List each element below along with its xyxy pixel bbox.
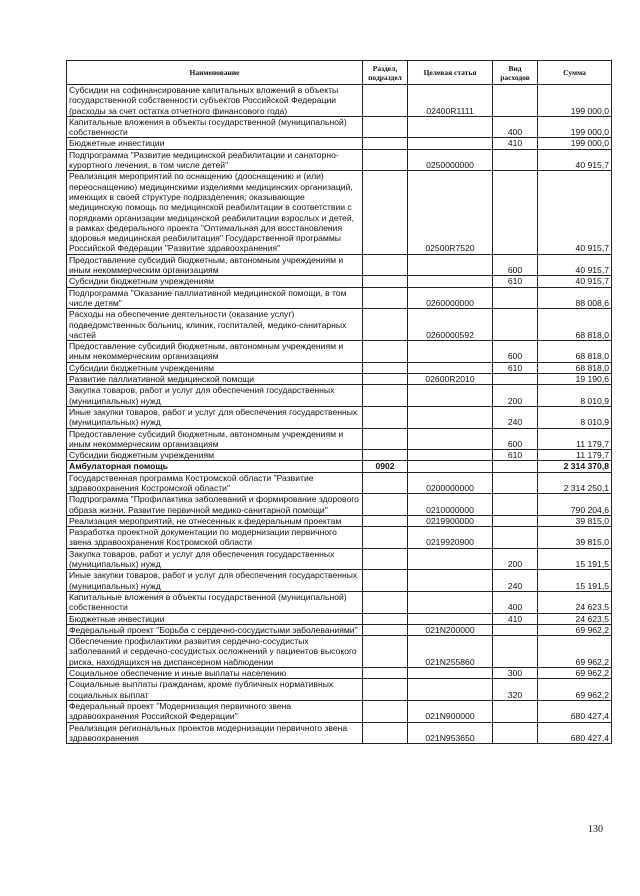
table-body <box>67 85 612 744</box>
table-row <box>67 450 612 461</box>
table-cell-name: Социальные выплаты гражданам, кроме публичных нормативных социальных выплат <box>67 679 363 701</box>
table-cell-target: 021N255860 <box>408 636 493 668</box>
table-cell-section <box>363 116 408 138</box>
table-cell-target: 021N200000 <box>408 624 493 635</box>
table-cell-sum: 11 179,7 <box>538 450 612 461</box>
table-cell-section <box>363 149 408 171</box>
table-cell-expense: 400 <box>493 591 538 613</box>
table-row <box>67 341 612 363</box>
table-cell-sum: 68 818,0 <box>538 309 612 341</box>
page-number: 130 <box>588 824 603 835</box>
table-row <box>67 374 612 385</box>
table-cell-section <box>363 450 408 461</box>
table-cell-expense <box>493 515 538 526</box>
table-cell-section <box>363 287 408 309</box>
table-cell-sum: 40 915,7 <box>538 149 612 171</box>
table-cell-expense: 610 <box>493 276 538 287</box>
table-cell-section <box>363 494 408 516</box>
table-row <box>67 406 612 428</box>
table-cell-name: Иные закупки товаров, работ и услуг для обеспечения государственных (муниципальных) нужд <box>67 570 363 592</box>
table-cell-section <box>363 700 408 722</box>
table-cell-expense: 600 <box>493 341 538 363</box>
table-cell-name: Предоставление субсидий бюджетным, автономным учреждениям и иным некоммерческим организациям <box>67 341 363 363</box>
table-cell-name: Капитальные вложения в объекты государственной (муниципальной) собственности <box>67 116 363 138</box>
table-cell-sum: 40 915,7 <box>538 171 612 254</box>
table-cell-section <box>363 341 408 363</box>
table-cell-sum: 199 000,0 <box>538 116 612 138</box>
table-cell-sum: 24 623,5 <box>538 613 612 624</box>
table-cell-target <box>408 385 493 407</box>
table-cell-expense <box>493 309 538 341</box>
table-cell-section <box>363 374 408 385</box>
table-row <box>67 591 612 613</box>
table-cell-section <box>363 636 408 668</box>
table-cell-section <box>363 613 408 624</box>
table-row <box>67 722 612 744</box>
table-cell-sum: 39 815,0 <box>538 527 612 549</box>
table-cell-expense <box>493 171 538 254</box>
table-cell-target <box>408 679 493 701</box>
table-row <box>67 254 612 276</box>
table-cell-target <box>408 613 493 624</box>
table-cell-target <box>408 450 493 461</box>
table-cell-sum: 8 010,9 <box>538 406 612 428</box>
table-cell-name: Предоставление субсидий бюджетным, автономным учреждениям и иным некоммерческим организациям <box>67 428 363 450</box>
table-cell-name: Амбулаторная помощь <box>67 461 363 472</box>
table-cell-name: Бюджетные инвестиции <box>67 138 363 149</box>
table-row <box>67 309 612 341</box>
table-cell-target <box>408 428 493 450</box>
table-cell-name: Закупка товаров, работ и услуг для обеспечения государственных (муниципальных) нужд <box>67 548 363 570</box>
table-cell-section <box>363 428 408 450</box>
table-cell-name: Бюджетные инвестиции <box>67 613 363 624</box>
table-cell-sum: 69 962,2 <box>538 636 612 668</box>
table-row <box>67 149 612 171</box>
table-cell-target: 021N900000 <box>408 700 493 722</box>
table-cell-target <box>408 254 493 276</box>
table-row <box>67 276 612 287</box>
table-cell-section <box>363 406 408 428</box>
table-row <box>67 548 612 570</box>
table-cell-expense: 610 <box>493 450 538 461</box>
table-cell-sum: 40 915,7 <box>538 276 612 287</box>
table-cell-target: 0219920900 <box>408 527 493 549</box>
table-cell-expense <box>493 527 538 549</box>
table-cell-target: 0210000000 <box>408 494 493 516</box>
table-cell-expense: 410 <box>493 138 538 149</box>
table-cell-expense <box>493 472 538 494</box>
table-cell-expense <box>493 624 538 635</box>
table-row <box>67 570 612 592</box>
table-cell-expense: 300 <box>493 668 538 679</box>
table-cell-section <box>363 276 408 287</box>
table-cell-target: 021N953650 <box>408 722 493 744</box>
table-cell-sum: 790 204,6 <box>538 494 612 516</box>
table-cell-name: Субсидии бюджетным учреждениям <box>67 450 363 461</box>
table-cell-name: Социальное обеспечение и иные выплаты населению <box>67 668 363 679</box>
header-name: Наименование <box>67 61 363 85</box>
table-cell-expense: 200 <box>493 385 538 407</box>
table-cell-section <box>363 527 408 549</box>
table-cell-target: 02400R1111 <box>408 85 493 117</box>
table-cell-expense <box>493 287 538 309</box>
header-section: Раздел, подраздел <box>363 61 408 85</box>
table-cell-section <box>363 570 408 592</box>
table-row <box>67 527 612 549</box>
table-cell-sum: 11 179,7 <box>538 428 612 450</box>
table-row <box>67 494 612 516</box>
table-cell-name: Субсидии на софинансирование капитальных вложений в объекты государственной собственности субъектов Российской Федерации (расходы за счет остатка отчетного финансового года) <box>67 85 363 117</box>
table-row <box>67 138 612 149</box>
table-cell-target <box>408 668 493 679</box>
table-cell-section <box>363 515 408 526</box>
table-cell-name: Подпрограмма "Оказание паллиативной медицинской помощи, в том числе детям" <box>67 287 363 309</box>
table-cell-target: 0200000000 <box>408 472 493 494</box>
table-cell-sum: 680 427,4 <box>538 722 612 744</box>
table-cell-expense: 240 <box>493 406 538 428</box>
table-cell-sum: 24 623,5 <box>538 591 612 613</box>
table-cell-expense <box>493 85 538 117</box>
table-row <box>67 679 612 701</box>
table-cell-name: Разработка проектной документации по модернизации первичного звена здравоохранения Костромской области <box>67 527 363 549</box>
table-cell-name: Субсидии бюджетным учреждениям <box>67 276 363 287</box>
table-cell-sum: 69 962,2 <box>538 668 612 679</box>
table-cell-section <box>363 679 408 701</box>
table-cell-target: 0250000000 <box>408 149 493 171</box>
table-cell-sum: 69 962,2 <box>538 679 612 701</box>
table-cell-sum: 2 314 370,8 <box>538 461 612 472</box>
table-cell-sum: 39 815,0 <box>538 515 612 526</box>
table-cell-expense <box>493 461 538 472</box>
table-cell-sum: 69 962,2 <box>538 624 612 635</box>
table-cell-sum: 68 818,0 <box>538 362 612 373</box>
table-cell-name: Субсидии бюджетным учреждениям <box>67 362 363 373</box>
table-cell-target: 0260000592 <box>408 309 493 341</box>
table-cell-section <box>363 624 408 635</box>
table-cell-section <box>363 722 408 744</box>
table-row <box>67 636 612 668</box>
table-row <box>67 700 612 722</box>
table-cell-name: Реализация региональных проектов модернизации первичного звена здравоохранения <box>67 722 363 744</box>
table-cell-section <box>363 309 408 341</box>
table-cell-name: Реализация мероприятий, не отнесенных к федеральным проектам <box>67 515 363 526</box>
table-cell-expense: 240 <box>493 570 538 592</box>
table-cell-expense: 320 <box>493 679 538 701</box>
table-row <box>67 461 612 472</box>
table-cell-target: 0260000000 <box>408 287 493 309</box>
table-cell-target: 02600R2010 <box>408 374 493 385</box>
table-row <box>67 362 612 373</box>
header-sum: Сумма <box>538 61 612 85</box>
table-cell-section <box>363 138 408 149</box>
table-cell-section <box>363 171 408 254</box>
table-cell-expense <box>493 149 538 171</box>
table-cell-name: Подпрограмма "Развитие медицинской реабилитации и санаторно-курортного лечения, в том числе детей" <box>67 149 363 171</box>
table-cell-target <box>408 116 493 138</box>
table-cell-target <box>408 570 493 592</box>
table-cell-sum: 68 818,0 <box>538 341 612 363</box>
table-cell-target: 0219900000 <box>408 515 493 526</box>
table-cell-target: 02500R7520 <box>408 171 493 254</box>
table-row <box>67 472 612 494</box>
table-cell-name: Предоставление субсидий бюджетным, автономным учреждениям и иным некоммерческим организациям <box>67 254 363 276</box>
table-cell-target <box>408 276 493 287</box>
table-cell-expense: 610 <box>493 362 538 373</box>
table-cell-name: Государственная программа Костромской области "Развитие здравоохранения Костромской области" <box>67 472 363 494</box>
header-expense: Вид расходов <box>493 61 538 85</box>
table-cell-target <box>408 548 493 570</box>
table-cell-sum: 8 010,9 <box>538 385 612 407</box>
table-cell-expense <box>493 494 538 516</box>
table-cell-target <box>408 406 493 428</box>
table-cell-section <box>363 362 408 373</box>
table-cell-expense: 600 <box>493 428 538 450</box>
table-cell-target <box>408 591 493 613</box>
table-cell-name: Развитие паллиативной медицинской помощи <box>67 374 363 385</box>
table-cell-name: Обеспечение профилактики развития сердечно-сосудистых заболеваний и сердечно-сосудистых осложнений у пациентов высокого риска, находящихся на диспансерном наблюдении <box>67 636 363 668</box>
table-cell-name: Федеральный проект "Борьба с сердечно-сосудистыми заболеваниями" <box>67 624 363 635</box>
table-cell-sum: 199 000,0 <box>538 85 612 117</box>
table-cell-name: Реализация мероприятий по оснащению (дооснащению и (или) переоснащению) медицинскими изделиями медицинских организаций, имеющих в своей структуре подразделения, оказывающие медицинскую помощь по медицинской реабилитации в соответствии с порядками организации медицинской реабилитации взрослых и детей, в рамках федерального проекта "Оптимальная для восстановления здоровья медицинская реабилитация" Государственной программы Российской Федерации "Развитие здравоохранения" <box>67 171 363 254</box>
table-row <box>67 515 612 526</box>
table-cell-sum: 2 314 250,1 <box>538 472 612 494</box>
table-row <box>67 428 612 450</box>
table-cell-target <box>408 138 493 149</box>
table-cell-expense <box>493 636 538 668</box>
table-cell-sum: 19 190,6 <box>538 374 612 385</box>
table-cell-name: Федеральный проект "Модернизация первичного звена здравоохранения Российской Федерации" <box>67 700 363 722</box>
table-cell-sum: 40 915,7 <box>538 254 612 276</box>
table-cell-section <box>363 668 408 679</box>
table-cell-sum: 15 191,5 <box>538 570 612 592</box>
table-cell-sum: 680 427,4 <box>538 700 612 722</box>
header-target: Целевая статья <box>408 61 493 85</box>
table-header-row <box>67 61 612 85</box>
table-cell-sum: 199 000,0 <box>538 138 612 149</box>
table-cell-expense <box>493 374 538 385</box>
table-cell-section <box>363 385 408 407</box>
table-cell-section <box>363 85 408 117</box>
table-row <box>67 385 612 407</box>
table-cell-name: Расходы на обеспечение деятельности (оказание услуг) подведомственных больниц, клиник, госпиталей, медико-санитарных частей <box>67 309 363 341</box>
table-cell-expense <box>493 722 538 744</box>
table-cell-expense: 400 <box>493 116 538 138</box>
table-row <box>67 171 612 254</box>
table-cell-expense: 200 <box>493 548 538 570</box>
table-row <box>67 613 612 624</box>
table-row <box>67 624 612 635</box>
table-row <box>67 116 612 138</box>
table-cell-section <box>363 548 408 570</box>
table-cell-target <box>408 461 493 472</box>
table-cell-section <box>363 472 408 494</box>
table-cell-name: Подпрограмма "Профилактика заболеваний и формирование здорового образа жизни. Развитие первичной медико-санитарной помощи" <box>67 494 363 516</box>
table-cell-sum: 15 191,5 <box>538 548 612 570</box>
table-cell-expense: 410 <box>493 613 538 624</box>
budget-table <box>66 60 612 744</box>
table-cell-target <box>408 341 493 363</box>
table-cell-section <box>363 591 408 613</box>
table-cell-section <box>363 254 408 276</box>
table-row <box>67 668 612 679</box>
table-cell-target <box>408 362 493 373</box>
table-cell-name: Капитальные вложения в объекты государственной (муниципальной) собственности <box>67 591 363 613</box>
table-cell-expense: 600 <box>493 254 538 276</box>
table-cell-section: 0902 <box>363 461 408 472</box>
table-cell-expense <box>493 700 538 722</box>
table-row <box>67 85 612 117</box>
table-cell-sum: 88 008,6 <box>538 287 612 309</box>
table-row <box>67 287 612 309</box>
table-cell-name: Иные закупки товаров, работ и услуг для обеспечения государственных (муниципальных) нужд <box>67 406 363 428</box>
table-cell-name: Закупка товаров, работ и услуг для обеспечения государственных (муниципальных) нужд <box>67 385 363 407</box>
